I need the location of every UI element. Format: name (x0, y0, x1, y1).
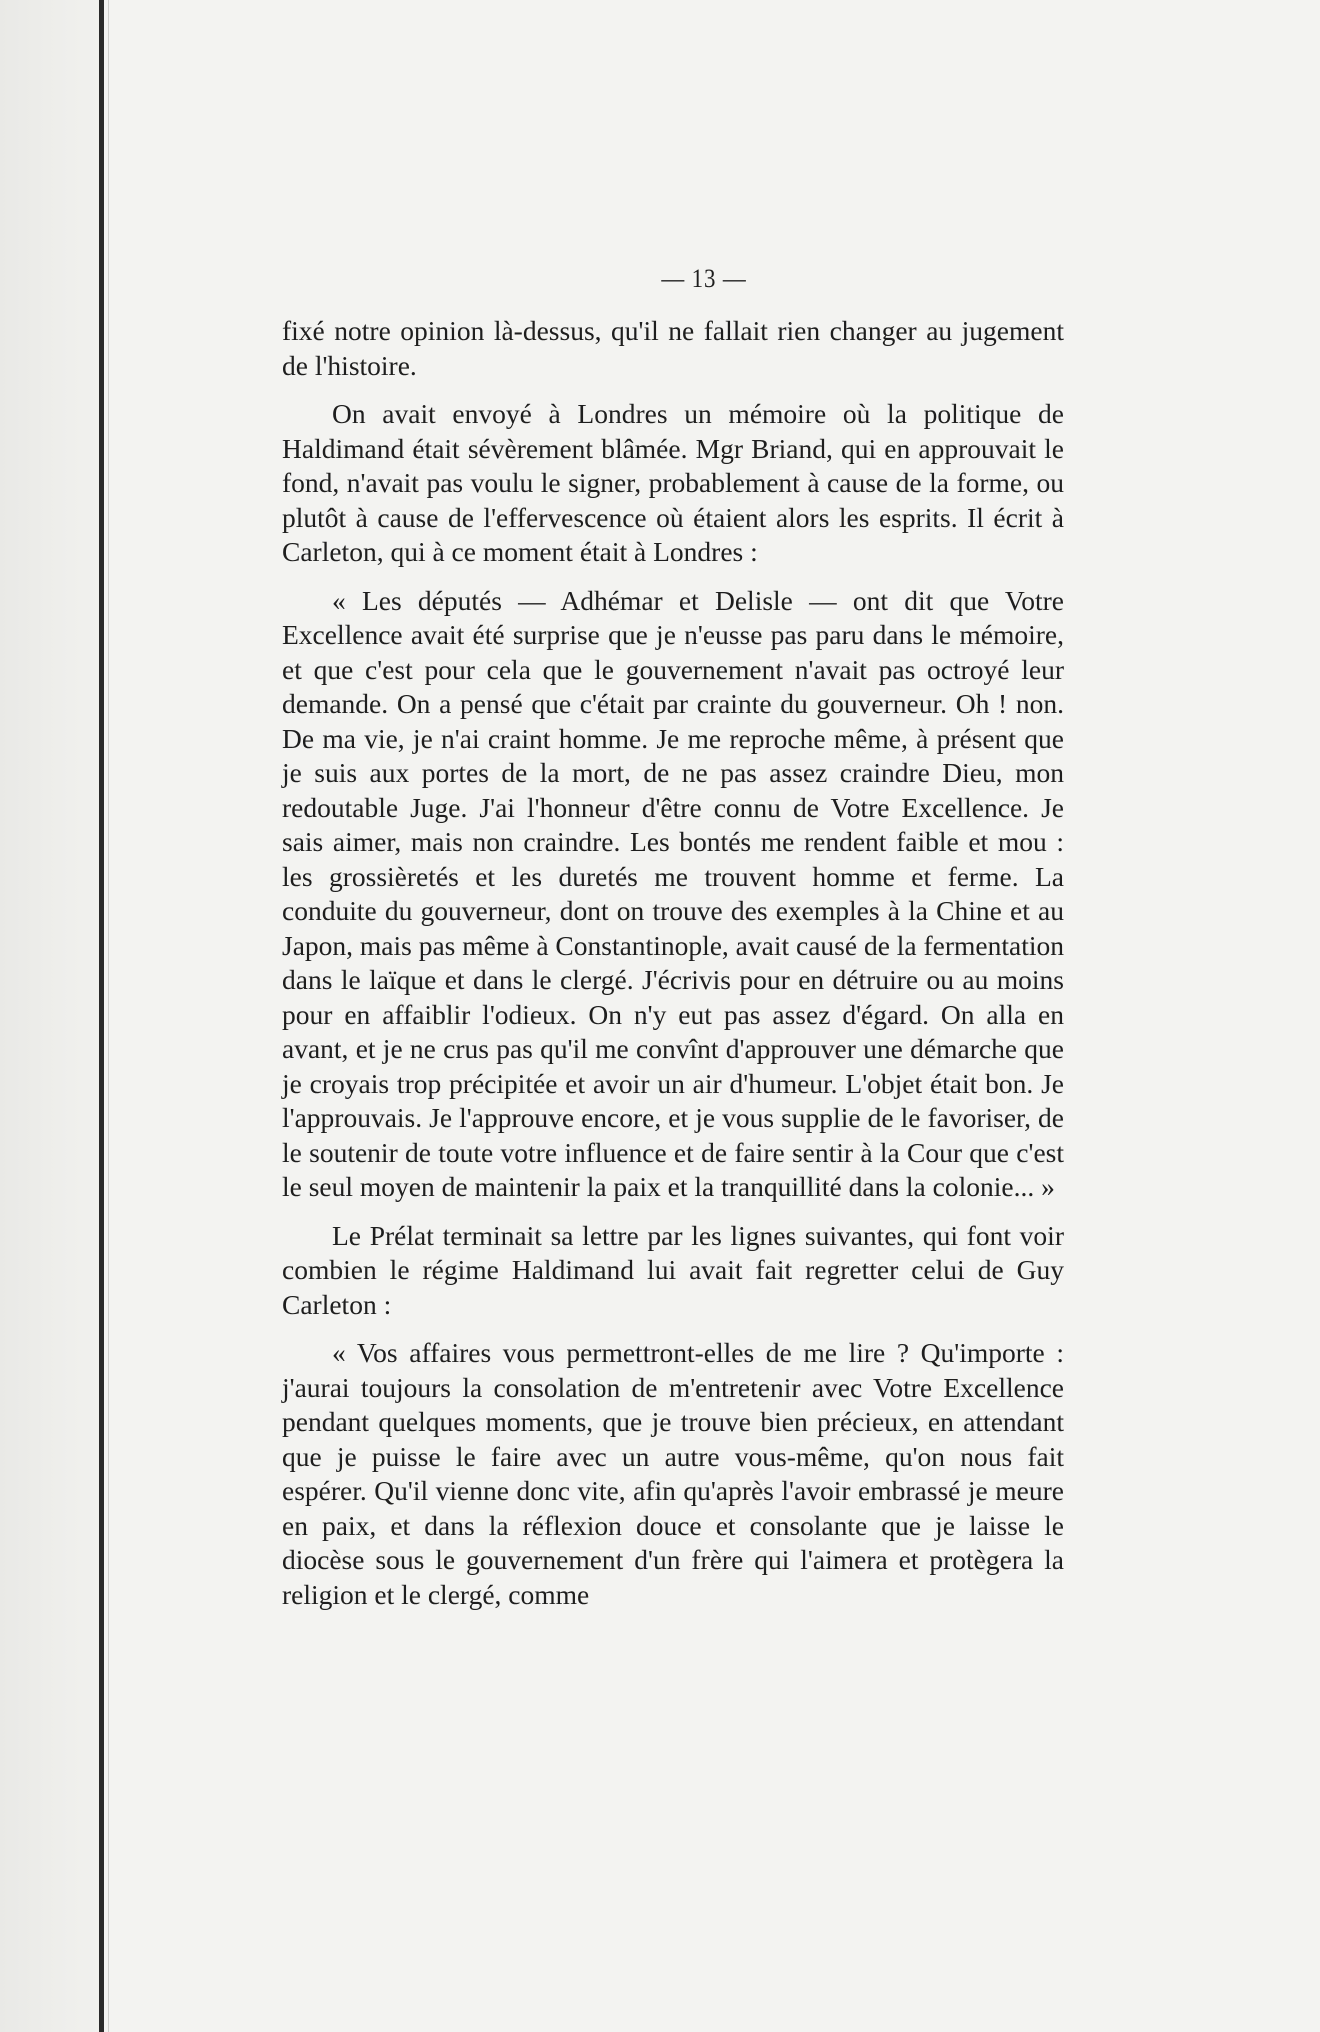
binding-edge (99, 0, 104, 2032)
paragraph-continuation: fixé notre opinion là-dessus, qu'il ne fallait rien changer au jugement de l'histoire. (282, 315, 1064, 381)
quote-letter-carleton: « Les députés — Adhémar et Delisle — ont dit que Votre Excellence avait été surprise que je n'eusse pas paru dans le mémoire, et que c'est pour cela que le gouvernement n'avait pas octroyé leur demande. On a pensé que c'était par crainte du gouverneur. Oh ! non. De ma vie, je n'ai craint homme. Je me reproche même, à présent que je suis aux portes de la mort, de ne pas assez craindre Dieu, mon redoutable Juge. J'ai l'honneur d'être connu de Votre Excellence. Je sais aimer, mais non craindre. Les bontés me rendent faible et mou : les grossièretés et les duretés me trouvent homme et ferme. La conduite du gouverneur, dont on trouve des exemples à la Chine et au Japon, mais pas même à Constantinople, avait causé de la fermentation dans le laïque et dans le clergé. J'écrivis pour en détruire ou au moins pour en affaiblir l'odieux. On n'y eut pas assez d'égard. On alla en avant, et je ne crus pas qu'il me convînt d'approuver une démarche que je croyais trop précipitée et avoir un air d'humeur. L'objet était bon. Je l'approuvais. Je l'approuve encore, et je vous supplie de le favoriser, de le soutenir de toute votre influence et de faire sentir à la Cour que c'est le seul moyen de maintenir la paix et la tranquillité dans la colonie... » (282, 584, 1064, 1202)
left-page-margin (0, 0, 100, 2032)
paragraph-prelat: Le Prélat terminait sa lettre par les lignes suivantes, qui font voir combien le régime Haldimand lui avait fait regretter celui de Guy Carleton : (282, 1219, 1064, 1320)
page-number: — 13 — (661, 264, 747, 293)
binding-shadow (108, 0, 109, 2032)
paragraph-memoire: On avait envoyé à Londres un mémoire où la politique de Haldimand était sévèrement blâmée. Mgr Briand, qui en approuvait le fond, n'avait pas voulu le signer, probablement à cause de la forme, ou plutôt à cause de l'effervescence où étaient alors les esprits. Il écrit à Carleton, qui à ce moment était à Londres : (282, 398, 1064, 567)
body-text (282, 314, 1064, 1612)
quote-letter-closing: « Vos affaires vous permettront-elles de me lire ? Qu'importe : j'aurai toujours la consolation de m'entretenir avec Votre Excellence pendant quelques moments, que je trouve bien précieux, en attendant que je puisse le faire avec un autre vous-même, qu'on nous fait espérer. Qu'il vienne donc vite, afin qu'après l'avoir embrassé je meure en paix, et dans la réflexion douce et consolante que je laisse le diocèse sous le gouvernement d'un frère qui l'aimera et protègera la religion et le clergé, comme (282, 1337, 1064, 1610)
